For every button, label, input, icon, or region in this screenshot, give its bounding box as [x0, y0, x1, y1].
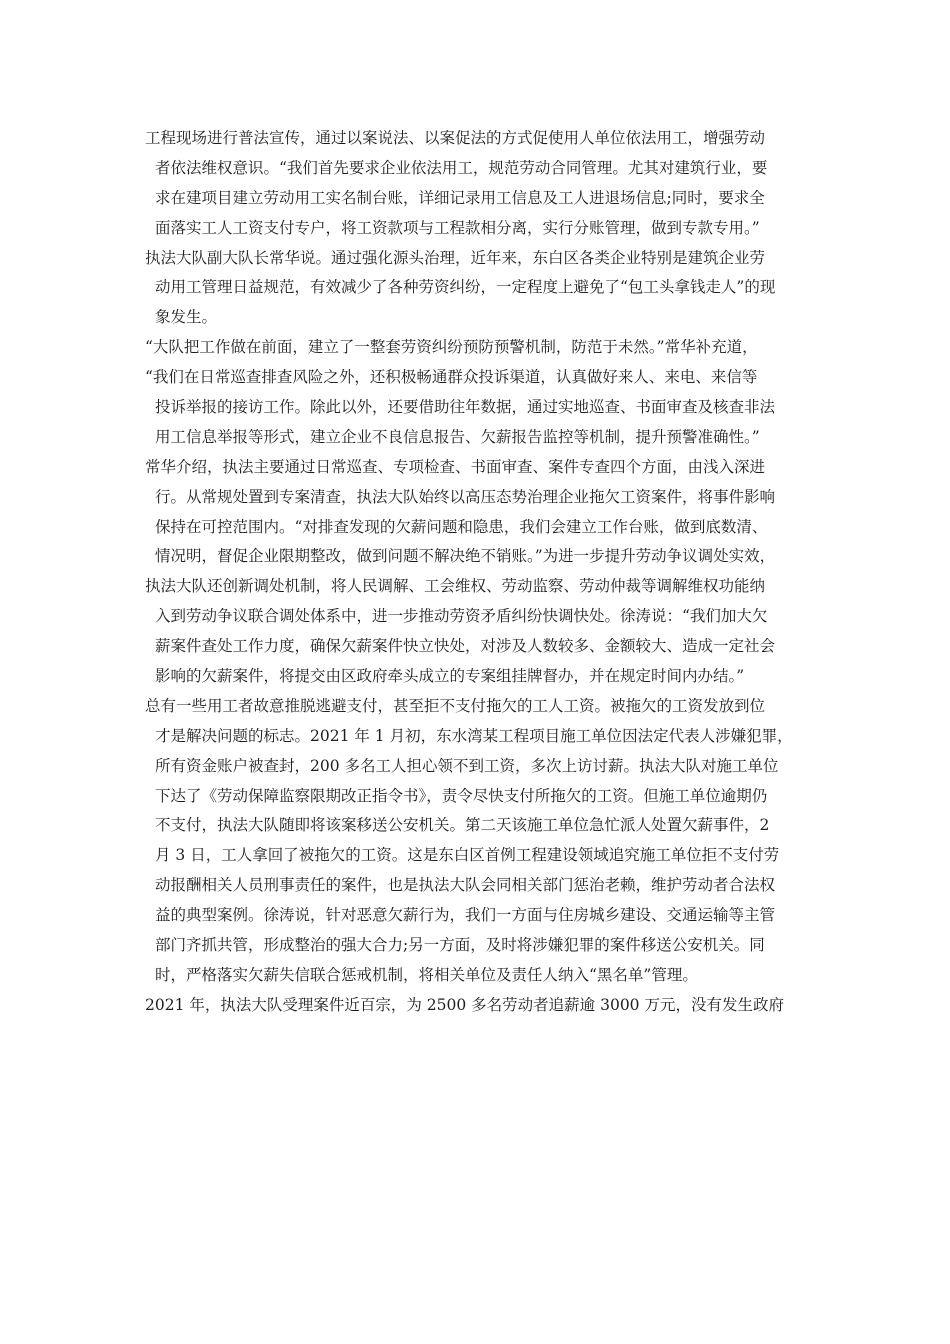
text-line: 常华介绍，执法主要通过日常巡查、专项检查、书面审查、案件专查四个方面，由浅入深进	[145, 457, 766, 476]
text-line: 象发生。	[155, 308, 218, 327]
text-line: 不支付，执法大队随即将该案移送公安机关。第二天该施工单位急忙派人处置欠薪事件，2	[155, 816, 770, 835]
article-body	[145, 124, 827, 1021]
text-line: 保持在可控范围内。“对排查发现的欠薪问题和隐患，我们会建立工作台账，做到底数清、	[155, 517, 768, 536]
text-line: 面落实工人工资支付专户，将工资款项与工程款相分离，实行分账管理，做到专款专用。”	[155, 218, 760, 237]
text-line: 工程现场进行普法宣传，通过以案说法、以案促法的方式促使用人单位依法用工，增强劳动	[145, 129, 766, 147]
text-line: 月 3 日，工人拿回了被拖欠的工资。这是东白区首例工程建设领域追究施工单位拒不支付劳	[155, 846, 780, 865]
text-line: 动用工管理日益规范，有效减少了各种劳资纠纷，一定程度上避免了“包工头拿钱走人”的现	[155, 278, 776, 297]
text-line: 动报酬相关人员刑事责任的案件，也是执法大队会同相关部门惩治老赖，维护劳动者合法权	[155, 876, 776, 895]
text-line: 薪案件查处工作力度，确保欠薪案件快立快处，对涉及人数较多、金额较大、造成一定社会	[155, 637, 776, 656]
text-line: 投诉举报的接访工作。除此以外，还要借助往年数据，通过实地巡查、书面审查及核查非法	[155, 398, 776, 417]
text-line: 时，严格落实欠薪失信联合惩戒机制，将相关单位及责任人纳入“黑名单”管理。	[155, 965, 698, 984]
text-line: 情况明，督促企业限期整改，做到问题不解决绝不销账。”为进一步提升劳动争议调处实效，	[155, 547, 776, 566]
text-line: 影响的欠薪案件，将提交由区政府牵头成立的专案组挂牌督办，并在规定时间内办结。”	[155, 667, 745, 686]
text-line: 者依法维权意识。“我们首先要求企业依法用工，规范劳动合同管理。尤其对建筑行业，要	[155, 158, 768, 177]
text-line: 执法大队还创新调处机制，将人民调解、工会维权、劳动监察、劳动仲裁等调解维权功能纳	[145, 577, 766, 596]
text-line: 用工信息举报等形式，建立企业不良信息报告、欠薪报告监控等机制，提升预警准确性。”	[155, 427, 760, 446]
text-line: 行。从常规处置到专案清查，执法大队始终以高压态势治理企业拖欠工资案件，将事件影响	[155, 487, 776, 506]
text-line: 执法大队副大队长常华说。通过强化源头治理，近年来，东白区各类企业特别是建筑企业劳	[145, 248, 766, 267]
text-line: 求在建项目建立劳动用工实名制台账，详细记录用工信息及工人进退场信息;同时，要求全	[155, 188, 765, 207]
text-line: 益的典型案例。徐涛说，针对恶意欠薪行为，我们一方面与住房城乡建设、交通运输等主管	[155, 906, 776, 925]
text-line: 部门齐抓共管，形成整治的强大合力;另一方面，及时将涉嫌犯罪的案件移送公安机关。同	[155, 936, 765, 955]
text-line: 下达了《劳动保障监察限期改正指令书》，责令尽快支付所拖欠的工资。但施工单位逾期仍	[155, 786, 768, 805]
text-line: 2021 年，执法大队受理案件近百宗，为 2500 多名劳动者追薪逾 3000 万元，没有发生政府	[145, 995, 784, 1014]
text-line: “大队把工作做在前面，建立了一整套劳资纠纷预防预警机制，防范于未然。”常华补充道，	[145, 338, 758, 357]
text-line: 总有一些用工者故意推脱逃避支付，甚至拒不支付拖欠的工人工资。被拖欠的工资发放到位	[145, 696, 766, 715]
text-line: “我们在日常巡查排查风险之外，还积极畅通群众投诉渠道，认真做好来人、来电、来信等	[145, 368, 758, 387]
text-line: 入到劳动争议联合调处体系中，进一步推动劳资矛盾纠纷快调快处。徐涛说：“我们加大欠	[155, 607, 768, 626]
text-line: 所有资金账户被查封，200 多名工人担心领不到工资，多次上访讨薪。执法大队对施工单位	[155, 756, 779, 775]
text-line: 才是解决问题的标志。2021 年 1 月初，东水湾某工程项目施工单位因法定代表人涉嫌犯罪，	[155, 726, 793, 745]
